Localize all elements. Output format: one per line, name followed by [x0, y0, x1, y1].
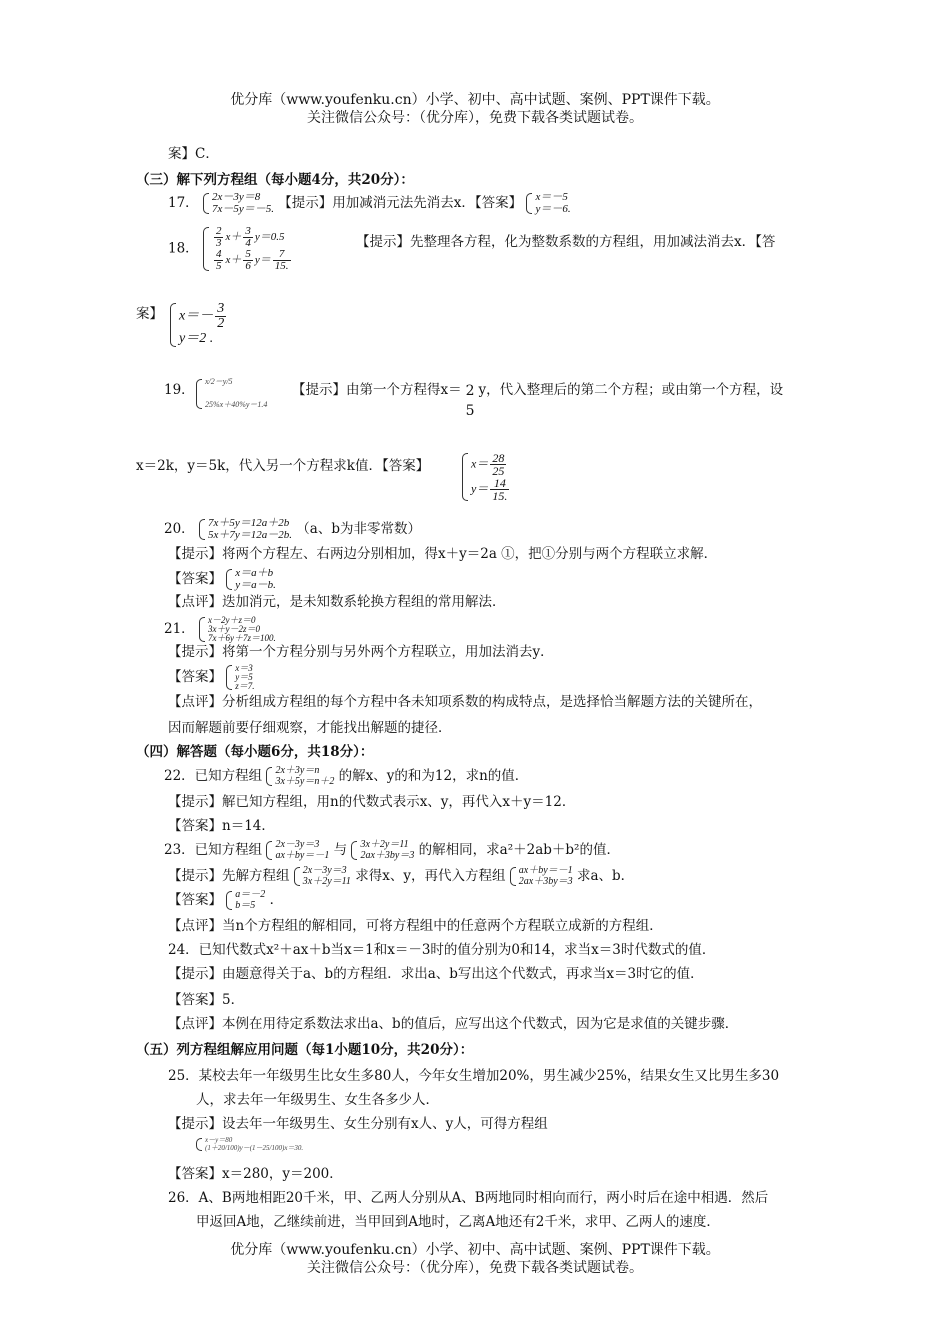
q21-number: 21．	[164, 621, 195, 637]
q24-hint: 【提示】由题意得关于a、b的方程组．求出a、b写出这个代数式，再求当x＝3时它的值．	[168, 966, 704, 982]
q22	[164, 766, 528, 787]
q19-answer	[462, 452, 511, 502]
q17-hint: 【提示】用加减消元法先消去x．【答案】	[278, 195, 523, 212]
q21-comment-1: 【点评】分析组成方程组的每个方程中各未知项系数的构成特点，是选择恰当解题方法的关键所在，	[168, 694, 762, 710]
q23-h-eq2: 3x＋2y＝11	[302, 875, 351, 887]
q20-ans2: y＝a－b.	[235, 578, 276, 591]
q22-number: 22．已知方程组	[164, 768, 263, 784]
prev-answer: 案】C．	[168, 146, 219, 162]
q22-tail: 的解x、y的和为12，求n的值．	[338, 768, 529, 784]
q23-hint-a: 【提示】先解方程组	[168, 868, 290, 884]
q20-comment: 【点评】迭加消元，是未知数系轮换方程组的常用解法．	[168, 594, 506, 610]
q23-eq3: 3x＋2y＝11	[360, 839, 409, 850]
q19-ans1	[471, 452, 511, 477]
q23-hint-system-2	[510, 866, 573, 887]
q19-ans2-n: 14	[490, 477, 509, 490]
q23	[164, 840, 620, 861]
q17	[168, 192, 571, 215]
q19-ans2	[471, 477, 511, 502]
q20-number: 20．	[164, 521, 195, 538]
q25-eq1: x－y＝80	[205, 1135, 233, 1144]
q18-system	[203, 226, 293, 272]
q18-eq2	[212, 249, 293, 272]
q23-number: 23．已知方程组	[164, 842, 263, 858]
q23-answer	[168, 890, 283, 911]
q26-line-2: 甲返回A地，乙继续前进，当甲回到A地时，乙离A地还有2千米，求甲、乙两人的速度．	[196, 1214, 720, 1230]
header-line-2: 关注微信公众号：（优分库），免费下载各类试题试卷。	[307, 110, 643, 126]
q18-eq1-end: y＝0.5	[254, 231, 285, 244]
q18-ans-f-n: 3	[217, 301, 225, 316]
q19-hint-a: 【提示】由第一个方程得x＝	[292, 382, 462, 398]
q17-answer	[526, 192, 570, 215]
q17-eq1: 2x－3y＝8	[211, 191, 261, 203]
q20-eq2: 5x＋7y＝12a－2b.	[207, 528, 292, 541]
q18-f5-n: 7	[273, 249, 291, 261]
footer-line-2: 关注微信公众号：（优分库），免费下载各类试题试卷。	[307, 1260, 643, 1276]
q21-eq3: 7x＋6y＋7z＝100.	[207, 633, 276, 643]
q25-eq2: (1＋20/100)y－(1－25/100)x＝30.	[205, 1143, 304, 1152]
q17-number: 17．	[168, 195, 199, 212]
q19-ans1-n: 28	[492, 451, 505, 465]
q17-ans2: y＝－6.	[535, 202, 571, 215]
q18-f1-n: 2	[215, 225, 222, 237]
q18-f3-n: 4	[215, 248, 222, 260]
q23-answer-label: 【答案】	[168, 892, 222, 908]
q21-ans3: z＝7.	[235, 681, 255, 691]
header-line-1: 优分库（www.youfenku.cn）小学、初中、高中试题、案例、PPT课件下载。	[230, 92, 720, 108]
q20-answer-system	[226, 568, 276, 591]
q25-hint: 【提示】设去年一年级男生、女生分别有x人、y人，可得方程组	[168, 1116, 548, 1132]
q19-ans1-d: 25	[492, 464, 505, 478]
q21-ans1: x＝3	[235, 663, 253, 673]
q22-eq2: 3x＋5y＝n＋2	[275, 775, 335, 787]
q21-ans2: y＝5	[235, 672, 253, 682]
q19-line2: x＝2k，y＝5k，代入另一个方程求k值．【答案】	[136, 458, 430, 474]
q26-line-1: 26．A、B两地相距20千米，甲、乙两人分别从A、B两地同时相向而行，两小时后在途中相遇．然后	[168, 1190, 769, 1206]
q21-eq1: x－2y＋z＝0	[207, 615, 256, 625]
q18-eq1-mid: x＋	[225, 231, 242, 244]
q18-eq2-end: y＝	[254, 254, 271, 267]
q23-ans-end: ．	[269, 892, 284, 908]
q22-eq1: 2x＋3y＝n	[275, 765, 320, 776]
q18-f2-d: 4	[245, 237, 251, 249]
q23-tail: 的解相同，求a²＋2ab＋b²的值．	[418, 842, 620, 858]
q18-f4-n: 5	[245, 248, 251, 260]
q23-system-2	[351, 840, 414, 861]
q20-note: （a、b为非零常数）	[296, 521, 421, 538]
q24-answer: 【答案】5．	[168, 992, 245, 1008]
q21-answer	[168, 664, 255, 691]
q20-system	[199, 518, 292, 541]
q21-hint: 【提示】将第一个方程分别与另外两个方程联立，用加法消去y．	[168, 644, 554, 660]
q23-ans1: a＝－2	[235, 889, 266, 900]
q19-eq2: 25%x＋40%y＝1.4	[205, 399, 268, 409]
q22-hint: 【提示】解已知方程组，用n的代数式表示x、y，再代入x＋y＝12．	[168, 794, 576, 810]
q23-comment: 【点评】当n个方程组的解相同，可将方程组中的任意两个方程联立成新的方程组．	[168, 918, 663, 934]
q19-hint-frac-n: 2	[465, 383, 475, 399]
q19-ans1-text: x＝	[471, 456, 489, 471]
q18-ans1	[179, 302, 228, 331]
q25-line-2: 人，求去年一年级男生、女生各多少人．	[196, 1092, 439, 1108]
q18-f3-d: 5	[215, 260, 222, 272]
q21-comment-2: 因而解题前要仔细观察，才能找出解题的捷径．	[168, 720, 452, 736]
q19-ans2-text: y＝	[471, 481, 489, 496]
q20-answer-label: 【答案】	[168, 571, 222, 588]
q19-hint-b: y，代入整理后的第二个方程；或由第一个方程，设	[478, 382, 784, 398]
q18-ans1-text: x＝－	[179, 308, 214, 324]
q21-answer-label: 【答案】	[168, 669, 222, 685]
q20-answer	[168, 568, 276, 591]
q18-ans2: y＝2 .	[179, 331, 214, 346]
q18-answer-system	[170, 302, 228, 348]
q18-answer-label: 案】	[136, 306, 163, 322]
q21-eq2: 3x＋y－2z＝0	[207, 624, 260, 634]
q18-eq2-mid: x＋	[225, 254, 242, 267]
q18-eq1	[212, 226, 293, 249]
q24-question: 24．已知代数式x²＋ax＋b当x＝1和x＝－3时的值分别为0和14，求当x＝3时代数式的值．	[168, 942, 716, 958]
q17-ans1: x＝－5	[535, 191, 568, 203]
q23-hint-c: 求a、b．	[576, 868, 635, 884]
q23-mid: 与	[333, 842, 348, 858]
q23-hint-b: 求得x、y，再代入方程组	[355, 868, 506, 884]
q17-system	[203, 192, 274, 215]
q20-ans1: x＝a＋b	[235, 567, 274, 579]
q23-h-eq4: 2ax＋3by＝3	[518, 875, 573, 887]
q18-f4-d: 6	[245, 260, 251, 272]
q23-h-eq3: ax＋by＝－1	[518, 865, 573, 876]
q20-hint: 【提示】将两个方程左、右两边分别相加，得x＋y＝2a ①，把①分别与两个方程联立求解．	[168, 546, 718, 562]
q18-f1-d: 3	[215, 237, 222, 249]
q23-ans2: b＝5	[235, 899, 256, 911]
q19-system	[196, 378, 267, 410]
q23-eq1: 2x－3y＝3	[275, 839, 320, 850]
q20	[164, 518, 421, 541]
q23-hint-system-1	[294, 866, 351, 887]
q21-answer-system	[226, 664, 254, 691]
q19-ans2-d: 15.	[492, 489, 508, 503]
section3-title: （三）解下列方程组（每小题4分，共20分）：	[136, 172, 414, 188]
q18-ans-f-d: 2	[217, 316, 225, 331]
q21	[164, 616, 276, 643]
q17-eq2: 7x－5y＝－5.	[211, 202, 274, 215]
q23-hint	[168, 866, 634, 887]
q22-system	[266, 766, 334, 787]
q25-system	[196, 1136, 303, 1153]
q18-f2-n: 3	[245, 225, 251, 237]
q19-gap	[205, 387, 267, 401]
q20-eq1: 7x＋5y＝12a＋2b	[207, 517, 290, 529]
q24-comment: 【点评】本例在用待定系数法求出a、b的值后，应写出这个代数式，因为它是求值的关键步骤．	[168, 1016, 739, 1032]
q23-eq2: ax＋by＝－1	[275, 849, 330, 861]
q21-system	[199, 616, 276, 643]
q23-answer-system	[226, 890, 265, 911]
q19-hint-frac-d: 5	[465, 403, 475, 419]
q25-answer: 【答案】x＝280，y＝200．	[168, 1166, 343, 1182]
q22-answer: 【答案】n＝14．	[168, 818, 275, 834]
q19-number: 19．	[164, 382, 195, 398]
q18	[168, 226, 293, 272]
q19-hint	[292, 382, 783, 418]
q18-f5-d: 15.	[274, 260, 289, 272]
q18-number: 18．	[168, 240, 199, 257]
q23-h-eq1: 2x－3y＝3	[302, 865, 347, 876]
q23-system-1	[266, 840, 329, 861]
footer-line-1: 优分库（www.youfenku.cn）小学、初中、高中试题、案例、PPT课件下载。	[230, 1242, 720, 1258]
q18-answer	[170, 302, 228, 348]
section5-title: （五）列方程组解应用问题（每1小题10分，共20分）：	[136, 1042, 474, 1058]
q19-eq1: x/2＝y/5	[205, 377, 233, 386]
q18-hint: 【提示】先整理各方程，化为整数系数的方程组，用加减法消去x．【答	[356, 234, 776, 250]
section4-title: （四）解答题（每小题6分，共18分）：	[136, 744, 374, 760]
q25-line-1: 25．某校去年一年级男生比女生多80人，今年女生增加20%，男生减少25%，结果女生又比男生多30	[168, 1068, 780, 1084]
q23-eq4: 2ax＋3by＝3	[360, 849, 415, 861]
